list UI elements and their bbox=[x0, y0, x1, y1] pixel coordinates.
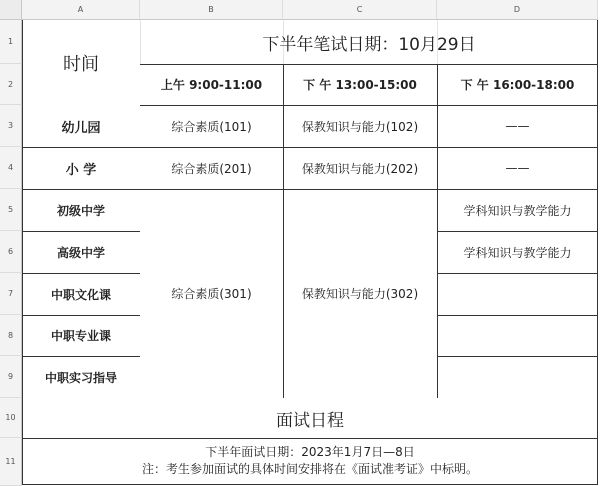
interview-info-cell[interactable] bbox=[22, 438, 598, 484]
kindergarten-afternoon1-subject[interactable]: 保教知识与能力(102) bbox=[301, 119, 419, 134]
select-all-corner[interactable] bbox=[0, 0, 22, 20]
level-vocational-practice[interactable]: 中职实习指导 bbox=[44, 370, 117, 385]
interview-schedule-title[interactable]: 面试日程 bbox=[276, 410, 344, 431]
row-header-1[interactable]: 1 bbox=[0, 20, 22, 64]
level-kindergarten[interactable]: 幼儿园 bbox=[61, 120, 101, 136]
session-morning-header[interactable]: 上午 9:00-11:00 bbox=[160, 78, 263, 92]
primary-afternoon2-subject[interactable]: —— bbox=[505, 161, 530, 175]
row-header-6[interactable]: 6 bbox=[0, 231, 22, 273]
session-afternoon1-header[interactable]: 下 午 13:00-15:00 bbox=[303, 78, 417, 92]
time-header-cell[interactable]: 时间 bbox=[63, 53, 99, 75]
empty-cell-d7[interactable] bbox=[437, 273, 598, 315]
row-header-9[interactable]: 9 bbox=[0, 356, 22, 398]
level-vocational-culture[interactable]: 中职文化课 bbox=[50, 287, 111, 302]
senior-afternoon2-subject[interactable]: 学科知识与教学能力 bbox=[463, 245, 572, 260]
empty-cell-d9[interactable] bbox=[437, 356, 598, 398]
column-header-a[interactable]: A bbox=[22, 0, 140, 20]
level-senior-middle[interactable]: 高级中学 bbox=[56, 245, 105, 260]
kindergarten-afternoon2-subject[interactable]: —— bbox=[505, 119, 530, 133]
middle-afternoon1-subject[interactable]: 保教知识与能力(302) bbox=[301, 287, 419, 301]
empty-cell-d8[interactable] bbox=[437, 315, 598, 356]
written-exam-date-title[interactable]: 下半年笔试日期：10月29日 bbox=[262, 34, 476, 55]
row-header-4[interactable]: 4 bbox=[0, 147, 22, 189]
row-header-10[interactable]: 10 bbox=[0, 398, 22, 438]
row-header-8[interactable]: 8 bbox=[0, 315, 22, 356]
row-header-5[interactable]: 5 bbox=[0, 189, 22, 231]
kindergarten-morning-subject[interactable]: 综合素质(101) bbox=[171, 119, 252, 134]
primary-afternoon1-subject[interactable]: 保教知识与能力(202) bbox=[301, 161, 419, 176]
column-header-c[interactable]: C bbox=[283, 0, 437, 20]
interview-date-text: 下半年面试日期：2023年1月7日—8日 bbox=[205, 445, 415, 459]
column-header-b[interactable]: B bbox=[140, 0, 283, 20]
row-header-2[interactable]: 2 bbox=[0, 64, 22, 105]
interview-note-text: 注：考生参加面试的具体时间安排将在《面试准考证》中标明。 bbox=[141, 462, 478, 476]
primary-morning-subject[interactable]: 综合素质(201) bbox=[171, 161, 252, 176]
level-junior-middle[interactable]: 初级中学 bbox=[56, 203, 105, 218]
level-primary[interactable]: 小 学 bbox=[65, 162, 97, 178]
row-header-3[interactable]: 3 bbox=[0, 105, 22, 147]
middle-morning-subject[interactable]: 综合素质(301) bbox=[171, 287, 252, 301]
column-header-d[interactable]: D bbox=[437, 0, 598, 20]
row-header-11[interactable]: 11 bbox=[0, 438, 22, 486]
session-afternoon2-header[interactable]: 下 午 16:00-18:00 bbox=[460, 78, 575, 92]
junior-afternoon2-subject[interactable]: 学科知识与教学能力 bbox=[463, 203, 572, 218]
row-header-7[interactable]: 7 bbox=[0, 273, 22, 315]
level-vocational-specialty[interactable]: 中职专业课 bbox=[50, 329, 111, 343]
